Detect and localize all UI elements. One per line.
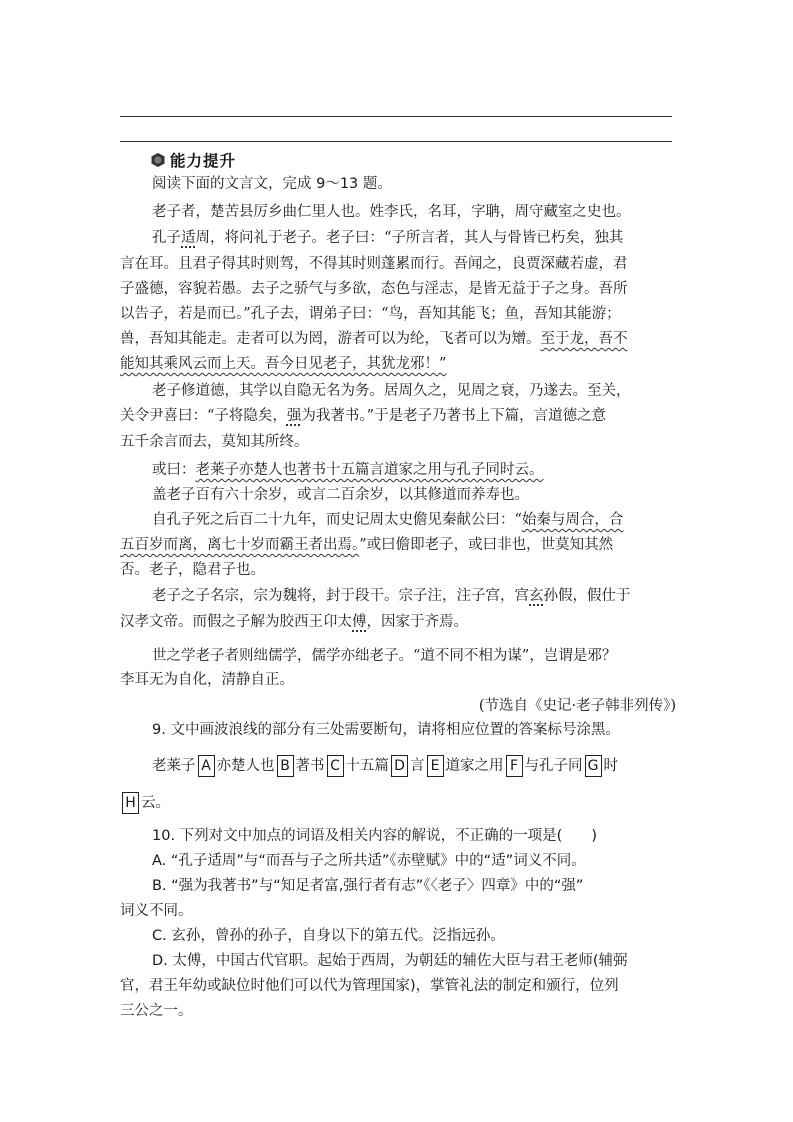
answer-box-g[interactable]: G [585,755,602,777]
question-9-answer-row-cont: H 云。 [120,792,676,816]
question-9-answer-row: 老莱子 A 亦楚人也 B 著书 C 十五篇 D 言 E 道家之用 F 与孔子同 G 时 [120,755,676,779]
passage-line: 自孔子死之后百二十九年，而史记周太史儋见秦献公曰：“始秦与周合，合 [152,512,624,528]
option-a: A. “孔子适周”与“而吾与子之所共适”《赤壁赋》中的“适”词义不同。 [152,853,586,869]
instruction: 阅读下面的文言文，完成 9～13 题。 [152,176,392,192]
passage-line: 以告子，若是而已。”孔子去，谓弟子曰：“鸟，吾知其能飞；鱼，吾知其能游； [120,306,621,322]
section-title: 能力提升 [170,152,237,170]
answer-box-a[interactable]: A [198,755,215,777]
passage-line: 老子之子名宗，宗为魏将，封于段干。宗子注，注子宫，宫玄孙假，假仕于 [152,588,631,604]
passage-line: 孔子适周，将问礼于老子。老子曰：“子所言者，其人与骨皆已朽矣，独其 [152,230,624,246]
passage-line: 盖老子百有六十余岁，或言二百余岁，以其修道而养寿也。 [152,487,529,503]
wavy-underlined-text: 老莱子亦楚人也著书十五篇言道家之用与孔子同时云。 [195,462,544,478]
passage-line: 言在耳。且君子得其时则驾，不得其时则蓬累而行。吾闻之，良贾深藏若虚，君 [120,256,628,272]
option-b-cont: 词义不同。 [120,903,193,919]
passage-line: 老子者，楚苦县厉乡曲仁里人也。姓李氏，名耳，字聃，周守藏室之史也。 [152,204,631,220]
question-10-stem: 10. 下列对文中加点的词语及相关内容的解说，不正确的一项是( ) [152,828,597,844]
passage-line: 子盛德，容貌若愚。去子之骄气与多欲，态色与淫志，是皆无益于子之身。吾所 [120,281,628,297]
dotted-word: 傅 [352,614,367,630]
passage-line [120,354,676,378]
question-9-stem: 9. 文中画波浪线的部分有三处需要断句，请将相应位置的答案标号涂黑。 [152,722,620,738]
option-d: D. 太傅，中国古代官职。起始于西周，为朝廷的辅佐大臣与君王老师(辅弼 [152,953,628,969]
wavy-underlined-text: 五百岁而离，离七十岁而霸王者出焉。 [120,537,360,553]
passage-line: 关令尹喜曰：“子将隐矣，强为我著书。”于是老子乃著书上下篇，言道德之意 [120,408,607,424]
passage-line: 或曰：老莱子亦楚人也著书十五篇言道家之用与孔子同时云。 [152,462,544,478]
passage-line: 五千余言而去，莫知其所终。 [120,434,309,450]
answer-box-c[interactable]: C [327,755,344,777]
wavy-underlined-text: 能知其乘风云而上天。吾今日见老子，其犹龙邪！” [120,356,447,372]
passage-line: 否。老子，隐君子也。 [120,562,265,578]
answer-box-d[interactable]: D [391,755,408,777]
answer-box-b[interactable]: B [277,755,294,777]
passage-line: 李耳无为自化，清静自正。 [120,672,294,688]
option-d-cont2: 三公之一。 [120,1003,193,1019]
dotted-word: 强 [286,408,302,424]
wavy-underlined-text: 至于龙，吾不 [540,331,628,347]
option-b: B. “强为我著书”与“知足者富,强行者有志”《〈老子〉四章》中的“强” [152,878,584,894]
dotted-word: 玄 [529,588,544,604]
wavy-underlined-text: 始秦与周合，合 [521,512,624,528]
source-citation: (节选自《史记·老子韩非列传》) [478,698,676,714]
passage-line: 兽，吾知其能走。走者可以为罔，游者可以为纶，飞者可以为矰。至于龙，吾不 [120,331,628,347]
answer-box-h[interactable]: H [122,792,139,814]
section-header [150,150,236,170]
passage-line: 世之学老子者则绌儒学，儒学亦绌老子。“道不同不相为谋”，岂谓是邪？ [152,648,617,664]
second-rule [120,141,672,142]
top-rule [120,116,672,117]
dotted-word: 适 [181,230,196,246]
passage-line: 五百岁而离，离七十岁而霸王者出焉。”或曰儋即老子，或曰非也，世莫知其然 [120,537,614,553]
option-d-cont: 官，君王年幼或缺位时他们可以代为管理国家)，掌管礼法的制定和颁行，位列 [120,978,619,994]
passage-line: 汉孝文帝。而假之子解为胶西王卬太傅，因家于齐焉。 [120,614,468,630]
answer-box-e[interactable]: E [427,755,444,777]
hexagon-icon [150,152,166,168]
option-c: C. 玄孙，曾孙的孙子，自身以下的第五代。泛指远孙。 [152,928,505,944]
answer-box-f[interactable]: F [506,755,523,777]
passage-line: 老子修道德，其学以自隐无名为务。居周久之，见周之衰，乃遂去。至关， [152,383,631,399]
